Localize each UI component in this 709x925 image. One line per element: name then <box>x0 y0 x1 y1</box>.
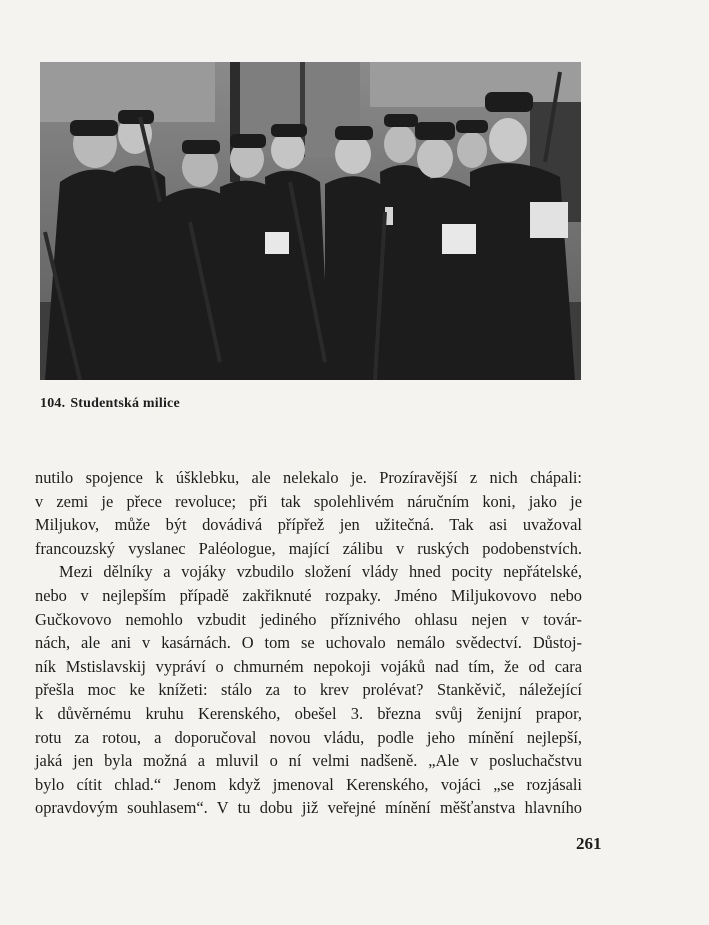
text-line: v zemi je přece revoluce; při tak spolehlivém náručním koni, jako je <box>35 491 582 511</box>
text-line: francouzský vyslanec Paléologue, mající zálibu v ruských podobenstvích. <box>35 538 582 558</box>
figure-photograph <box>40 62 581 380</box>
text-line: ník Mstislavskij vypráví o chmurném nepokoji vojáků nad tím, že od cara <box>35 656 582 676</box>
text-line: k důvěrnému kruhu Kerenského, obešel 3. března svůj ženijní prapor, <box>35 703 582 723</box>
caption-text: Studentská milice <box>70 396 180 411</box>
body-text <box>35 466 582 820</box>
page-number: 261 <box>576 834 602 853</box>
text-line: Miljukov, může být dovádivá přípřež jen užitečná. Tak asi uvažoval <box>35 515 582 535</box>
text-line: Mezi dělníky a vojáky vzbudilo složení vlády hned pocity nepřátelské, <box>59 562 582 582</box>
text-line: nutilo spojence k úšklebku, ale nelekalo je. Prozíravější z nich chápali: <box>35 468 582 487</box>
text-line: Gučkovovo nemohlo vzbudit jediného příznivého ohlasu nejen v továr- <box>35 609 582 629</box>
text-line: jaká jen byla možná a mluvil o ní velmi nadšeně. „Ale v posluchačstvu <box>35 751 582 771</box>
text-line: opravdovým souhlasem“. V tu dobu již veřejné mínění měšťanstva hlavního <box>35 798 582 818</box>
figure-caption <box>40 396 180 412</box>
text-line: nách, ale ani v kasárnách. O tom se uchovalo nemálo svědectví. Důstoj- <box>35 633 582 653</box>
caption-number: 104. <box>40 396 66 411</box>
text-line: přešla moc ke knížeti: stálo za to krev prolévat? Stankěvič, náležející <box>35 680 582 700</box>
text-line: rotu za rotou, a doporučoval novou vládu, podle jeho mínění nejlepší, <box>35 727 582 747</box>
text-line: nebo v nejlepším případě zakřiknuté rozpaky. Jméno Miljukovovo nebo <box>35 585 582 605</box>
text-line: bylo cítit chlad.“ Jenom když jmenoval Kerenského, vojáci „se rozjásali <box>35 774 582 794</box>
photograph-students-militia <box>40 62 581 380</box>
